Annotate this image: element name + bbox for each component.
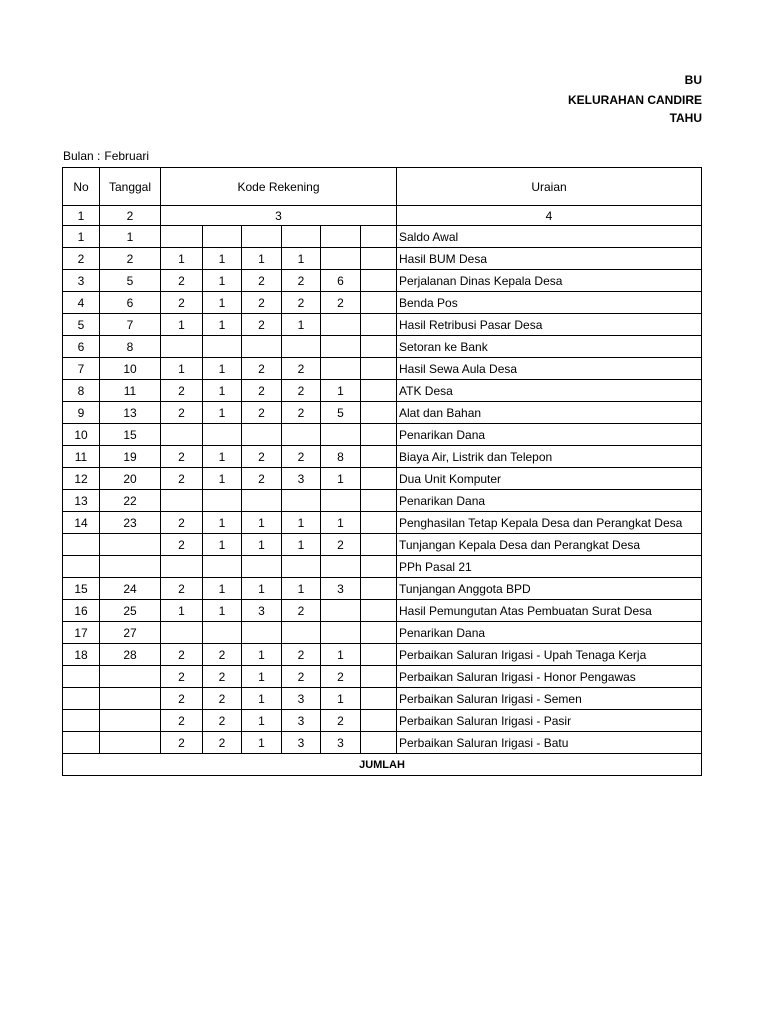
cell-kode-2: 2 <box>203 666 242 688</box>
cell-kode-5 <box>321 314 361 336</box>
cell-kode-5: 1 <box>321 468 361 490</box>
cell-uraian: Tunjangan Anggota BPD <box>397 578 702 600</box>
cell-kode-spare <box>361 380 397 402</box>
cell-no: 12 <box>63 468 100 490</box>
cell-kode-3: 1 <box>242 666 282 688</box>
cell-tanggal: 20 <box>100 468 161 490</box>
cell-kode-1 <box>161 226 203 248</box>
cell-kode-2: 1 <box>203 292 242 314</box>
cell-kode-1: 1 <box>161 358 203 380</box>
cell-kode-2: 2 <box>203 732 242 754</box>
cell-tanggal: 13 <box>100 402 161 424</box>
cell-tanggal: 10 <box>100 358 161 380</box>
cell-kode-3 <box>242 490 282 512</box>
cell-no: 16 <box>63 600 100 622</box>
colnum-tanggal: 2 <box>100 206 161 226</box>
month-label <box>63 149 149 163</box>
cell-kode-4: 2 <box>282 380 321 402</box>
cell-kode-5: 2 <box>321 666 361 688</box>
cell-tanggal: 8 <box>100 336 161 358</box>
cell-kode-1: 2 <box>161 380 203 402</box>
cell-kode-2: 1 <box>203 600 242 622</box>
cell-uraian: PPh Pasal 21 <box>397 556 702 578</box>
cell-kode-spare <box>361 666 397 688</box>
cell-kode-5: 2 <box>321 292 361 314</box>
cell-kode-1: 1 <box>161 248 203 270</box>
month-value: Februari <box>104 149 150 163</box>
header-row <box>63 168 702 206</box>
cell-uraian: Penarikan Dana <box>397 622 702 644</box>
table-row <box>63 248 702 270</box>
cell-kode-1 <box>161 556 203 578</box>
cell-kode-2: 1 <box>203 468 242 490</box>
cell-kode-spare <box>361 402 397 424</box>
cell-tanggal <box>100 666 161 688</box>
cell-uraian: Hasil Retribusi Pasar Desa <box>397 314 702 336</box>
cell-no: 4 <box>63 292 100 314</box>
cell-kode-2: 2 <box>203 710 242 732</box>
cell-kode-1: 2 <box>161 688 203 710</box>
cell-tanggal <box>100 732 161 754</box>
cell-kode-1 <box>161 336 203 358</box>
cell-uraian: Penarikan Dana <box>397 424 702 446</box>
table-row <box>63 226 702 248</box>
cell-kode-4 <box>282 556 321 578</box>
cell-kode-3: 1 <box>242 732 282 754</box>
cell-tanggal: 1 <box>100 226 161 248</box>
cell-kode-spare <box>361 292 397 314</box>
cell-no: 1 <box>63 226 100 248</box>
cell-kode-4: 2 <box>282 292 321 314</box>
table-row <box>63 556 702 578</box>
cell-kode-2 <box>203 424 242 446</box>
cell-kode-2: 1 <box>203 314 242 336</box>
colnum-no: 1 <box>63 206 100 226</box>
cell-kode-3: 2 <box>242 314 282 336</box>
cell-uraian: Perbaikan Saluran Irigasi - Honor Pengawas <box>397 666 702 688</box>
cell-kode-1: 2 <box>161 710 203 732</box>
cell-no <box>63 710 100 732</box>
table-row <box>63 578 702 600</box>
cell-kode-4: 2 <box>282 644 321 666</box>
cell-kode-4: 1 <box>282 512 321 534</box>
cell-kode-1: 2 <box>161 446 203 468</box>
table-row <box>63 732 702 754</box>
cell-kode-2: 2 <box>203 688 242 710</box>
cell-kode-3: 2 <box>242 402 282 424</box>
header-uraian: Uraian <box>397 168 702 206</box>
cell-kode-4: 1 <box>282 578 321 600</box>
cell-kode-2 <box>203 226 242 248</box>
cell-kode-spare <box>361 600 397 622</box>
cell-kode-5: 3 <box>321 578 361 600</box>
cell-tanggal <box>100 710 161 732</box>
cell-kode-5: 1 <box>321 688 361 710</box>
month-label-text: Bulan : <box>63 149 101 163</box>
cell-uraian: Perjalanan Dinas Kepala Desa <box>397 270 702 292</box>
cell-kode-4 <box>282 622 321 644</box>
table-row <box>63 358 702 380</box>
colnum-kode: 3 <box>161 206 397 226</box>
total-row <box>63 754 702 776</box>
cell-tanggal <box>100 556 161 578</box>
cell-kode-3 <box>242 226 282 248</box>
cell-kode-5 <box>321 248 361 270</box>
cell-kode-1: 2 <box>161 666 203 688</box>
cell-uraian: Perbaikan Saluran Irigasi - Batu <box>397 732 702 754</box>
table-row <box>63 710 702 732</box>
cell-kode-2: 1 <box>203 402 242 424</box>
cell-kode-spare <box>361 622 397 644</box>
cell-no: 8 <box>63 380 100 402</box>
cell-tanggal: 28 <box>100 644 161 666</box>
cell-tanggal <box>100 688 161 710</box>
cell-tanggal: 25 <box>100 600 161 622</box>
cell-kode-spare <box>361 248 397 270</box>
cell-tanggal: 27 <box>100 622 161 644</box>
cell-kode-3: 1 <box>242 688 282 710</box>
cell-kode-5: 8 <box>321 446 361 468</box>
village-name: KELURAHAN CANDIRE <box>568 93 702 107</box>
cell-kode-spare <box>361 732 397 754</box>
cell-uraian: Penarikan Dana <box>397 490 702 512</box>
cell-kode-spare <box>361 578 397 600</box>
cell-kode-3: 3 <box>242 600 282 622</box>
cell-kode-5: 1 <box>321 512 361 534</box>
cell-no: 9 <box>63 402 100 424</box>
cell-kode-5: 5 <box>321 402 361 424</box>
header-kode-rekening: Kode Rekening <box>161 168 397 206</box>
cell-kode-3: 2 <box>242 292 282 314</box>
cell-kode-4 <box>282 424 321 446</box>
table-row <box>63 644 702 666</box>
cell-kode-3 <box>242 556 282 578</box>
cell-no <box>63 732 100 754</box>
cell-kode-2: 1 <box>203 512 242 534</box>
table-row <box>63 424 702 446</box>
cell-kode-3: 1 <box>242 578 282 600</box>
cell-uraian: Hasil Sewa Aula Desa <box>397 358 702 380</box>
cell-kode-4: 3 <box>282 468 321 490</box>
cell-kode-5 <box>321 556 361 578</box>
cell-uraian: Setoran ke Bank <box>397 336 702 358</box>
cell-kode-spare <box>361 270 397 292</box>
table-row <box>63 292 702 314</box>
cell-kode-1 <box>161 622 203 644</box>
cell-kode-2 <box>203 556 242 578</box>
cell-kode-2: 2 <box>203 644 242 666</box>
column-number-row <box>63 206 702 226</box>
cell-kode-1: 2 <box>161 270 203 292</box>
cell-kode-3: 1 <box>242 248 282 270</box>
cell-kode-3: 2 <box>242 468 282 490</box>
cell-no <box>63 688 100 710</box>
cell-kode-3 <box>242 622 282 644</box>
cell-kode-3: 1 <box>242 534 282 556</box>
cell-uraian: Benda Pos <box>397 292 702 314</box>
cell-no <box>63 534 100 556</box>
cell-kode-spare <box>361 710 397 732</box>
total-label: JUMLAH <box>63 754 702 776</box>
table-row <box>63 534 702 556</box>
cell-kode-5: 1 <box>321 644 361 666</box>
table-row <box>63 314 702 336</box>
cell-kode-4: 2 <box>282 270 321 292</box>
cell-kode-3: 2 <box>242 358 282 380</box>
cell-kode-spare <box>361 490 397 512</box>
table-row <box>63 402 702 424</box>
cell-kode-spare <box>361 644 397 666</box>
cell-tanggal: 24 <box>100 578 161 600</box>
cell-kode-5: 6 <box>321 270 361 292</box>
table-row <box>63 380 702 402</box>
cell-kode-4: 1 <box>282 314 321 336</box>
colnum-uraian: 4 <box>397 206 702 226</box>
cell-uraian: Biaya Air, Listrik dan Telepon <box>397 446 702 468</box>
cell-kode-2 <box>203 336 242 358</box>
cell-uraian: Perbaikan Saluran Irigasi - Upah Tenaga Kerja <box>397 644 702 666</box>
cell-no <box>63 666 100 688</box>
table-row <box>63 666 702 688</box>
cell-kode-1 <box>161 490 203 512</box>
cell-kode-1 <box>161 424 203 446</box>
cell-kode-spare <box>361 688 397 710</box>
table-row <box>63 512 702 534</box>
cell-kode-5: 2 <box>321 534 361 556</box>
cell-tanggal: 2 <box>100 248 161 270</box>
cell-kode-1: 1 <box>161 600 203 622</box>
header-tanggal: Tanggal <box>100 168 161 206</box>
cell-kode-4: 2 <box>282 666 321 688</box>
cell-tanggal <box>100 534 161 556</box>
cell-tanggal: 11 <box>100 380 161 402</box>
cell-kode-1: 2 <box>161 534 203 556</box>
cell-kode-1: 2 <box>161 644 203 666</box>
cell-kode-5 <box>321 622 361 644</box>
cell-kode-2 <box>203 490 242 512</box>
cell-kode-1: 2 <box>161 468 203 490</box>
cell-kode-spare <box>361 336 397 358</box>
ledger-body <box>63 168 702 776</box>
cell-kode-3: 1 <box>242 710 282 732</box>
cell-no: 11 <box>63 446 100 468</box>
cell-no: 17 <box>63 622 100 644</box>
cell-kode-2: 1 <box>203 380 242 402</box>
cell-kode-2: 1 <box>203 446 242 468</box>
cell-uraian: Perbaikan Saluran Irigasi - Semen <box>397 688 702 710</box>
cell-kode-4: 3 <box>282 732 321 754</box>
table-row <box>63 446 702 468</box>
cell-kode-4: 2 <box>282 358 321 380</box>
table-row <box>63 600 702 622</box>
cell-kode-1: 2 <box>161 292 203 314</box>
table-row <box>63 468 702 490</box>
cell-kode-3: 1 <box>242 644 282 666</box>
cell-kode-spare <box>361 314 397 336</box>
cell-kode-2: 1 <box>203 248 242 270</box>
cell-kode-5 <box>321 358 361 380</box>
cell-kode-1: 1 <box>161 314 203 336</box>
cell-kode-1: 2 <box>161 512 203 534</box>
cell-kode-spare <box>361 534 397 556</box>
cell-kode-5 <box>321 424 361 446</box>
cell-uraian: Tunjangan Kepala Desa dan Perangkat Desa <box>397 534 702 556</box>
cell-kode-1: 2 <box>161 732 203 754</box>
cell-kode-3: 2 <box>242 380 282 402</box>
cell-no: 3 <box>63 270 100 292</box>
cell-no: 6 <box>63 336 100 358</box>
cell-kode-4: 2 <box>282 446 321 468</box>
cell-no: 5 <box>63 314 100 336</box>
cell-kode-4: 3 <box>282 688 321 710</box>
cell-no: 10 <box>63 424 100 446</box>
year-label: TAHU <box>669 111 702 125</box>
cell-kode-5 <box>321 490 361 512</box>
cell-kode-1: 2 <box>161 402 203 424</box>
cell-uraian: ATK Desa <box>397 380 702 402</box>
cell-no: 2 <box>63 248 100 270</box>
cell-kode-3 <box>242 336 282 358</box>
cell-uraian: Dua Unit Komputer <box>397 468 702 490</box>
cell-kode-3 <box>242 424 282 446</box>
cell-tanggal: 7 <box>100 314 161 336</box>
cell-kode-5 <box>321 226 361 248</box>
document-title: BU <box>684 73 702 87</box>
cell-no: 14 <box>63 512 100 534</box>
cell-kode-5 <box>321 600 361 622</box>
cell-kode-2: 1 <box>203 270 242 292</box>
cell-no: 7 <box>63 358 100 380</box>
cell-kode-2: 1 <box>203 578 242 600</box>
table-row <box>63 490 702 512</box>
cell-kode-3: 1 <box>242 512 282 534</box>
cell-tanggal: 23 <box>100 512 161 534</box>
cell-tanggal: 19 <box>100 446 161 468</box>
cell-kode-2: 1 <box>203 358 242 380</box>
cell-uraian: Alat dan Bahan <box>397 402 702 424</box>
cell-uraian: Saldo Awal <box>397 226 702 248</box>
cell-kode-spare <box>361 556 397 578</box>
cell-kode-spare <box>361 358 397 380</box>
cell-uraian: Penghasilan Tetap Kepala Desa dan Perangkat Desa <box>397 512 702 534</box>
cell-kode-4: 2 <box>282 600 321 622</box>
cell-kode-4 <box>282 336 321 358</box>
cell-kode-spare <box>361 424 397 446</box>
cell-uraian: Hasil Pemungutan Atas Pembuatan Surat Desa <box>397 600 702 622</box>
cell-no: 13 <box>63 490 100 512</box>
cell-tanggal: 6 <box>100 292 161 314</box>
ledger-table <box>62 167 702 776</box>
cell-kode-3: 2 <box>242 270 282 292</box>
cell-tanggal: 5 <box>100 270 161 292</box>
cell-tanggal: 15 <box>100 424 161 446</box>
cell-kode-4 <box>282 226 321 248</box>
cell-kode-5 <box>321 336 361 358</box>
table-row <box>63 622 702 644</box>
cell-kode-4 <box>282 490 321 512</box>
cell-kode-spare <box>361 512 397 534</box>
cell-kode-2: 1 <box>203 534 242 556</box>
cell-no: 15 <box>63 578 100 600</box>
cell-kode-4: 1 <box>282 534 321 556</box>
cell-kode-4: 3 <box>282 710 321 732</box>
cell-uraian: Perbaikan Saluran Irigasi - Pasir <box>397 710 702 732</box>
table-row <box>63 336 702 358</box>
cell-uraian: Hasil BUM Desa <box>397 248 702 270</box>
cell-no: 18 <box>63 644 100 666</box>
cell-kode-5: 2 <box>321 710 361 732</box>
cell-kode-3: 2 <box>242 446 282 468</box>
cell-no <box>63 556 100 578</box>
cell-kode-2 <box>203 622 242 644</box>
cell-kode-4: 2 <box>282 402 321 424</box>
cell-kode-spare <box>361 446 397 468</box>
table-row <box>63 270 702 292</box>
cell-kode-5: 1 <box>321 380 361 402</box>
cell-kode-5: 3 <box>321 732 361 754</box>
header-no: No <box>63 168 100 206</box>
cell-kode-spare <box>361 468 397 490</box>
cell-tanggal: 22 <box>100 490 161 512</box>
cell-kode-spare <box>361 226 397 248</box>
table-row <box>63 688 702 710</box>
cell-kode-1: 2 <box>161 578 203 600</box>
cell-kode-4: 1 <box>282 248 321 270</box>
